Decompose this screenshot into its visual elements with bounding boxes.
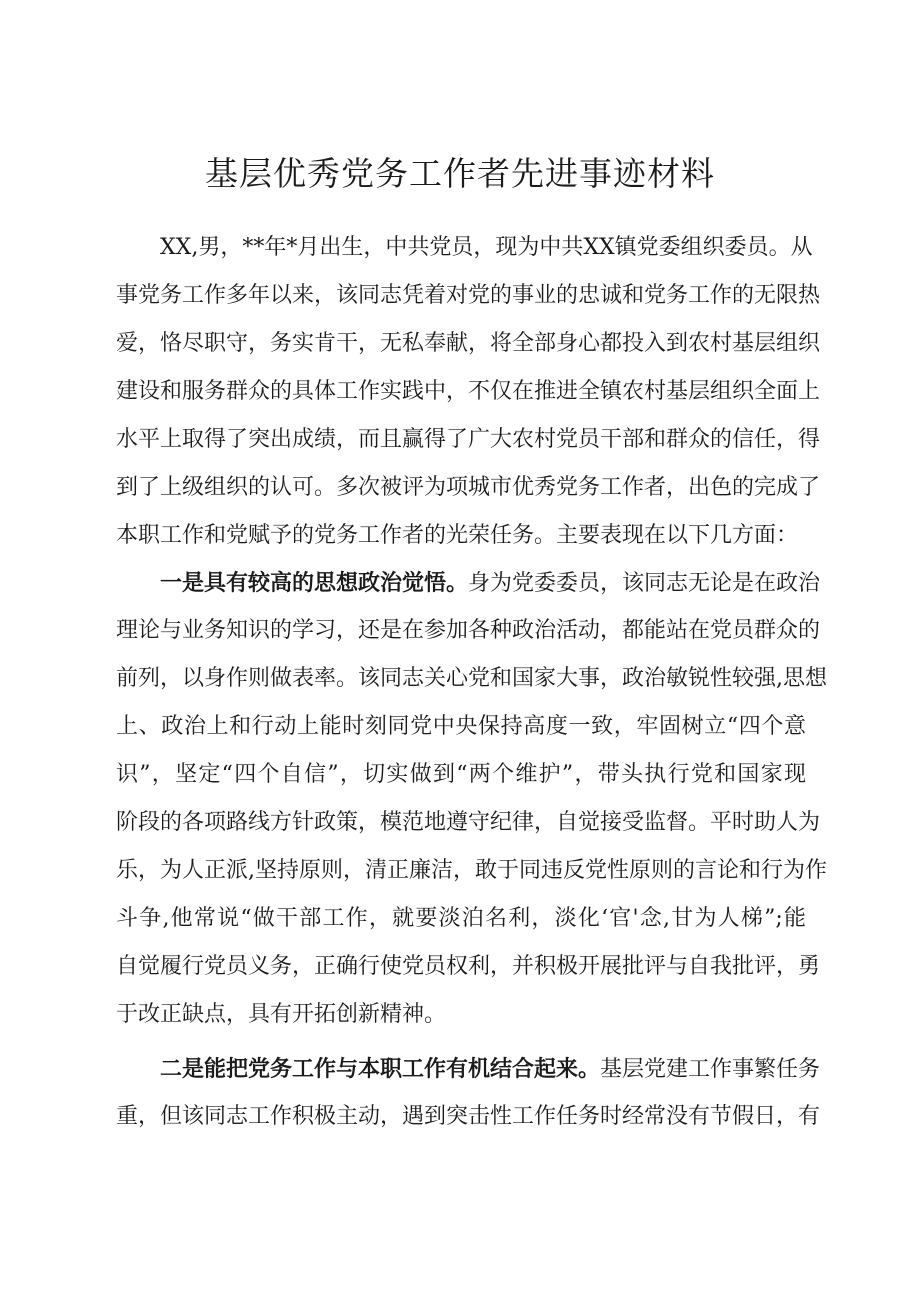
- paragraph-3-line-1: [160, 1049, 821, 1089]
- paragraph-1-line-7: 本职工作和党赋予的党务工作者的光荣任务。主要表现在以下几方面：: [116, 523, 799, 548]
- paragraph-2-line-7: 乐，为人正派,坚持原则，清正廉洁，敢于同违反党性原则的言论和行为作: [116, 858, 827, 883]
- paragraph-1-line-1: XX,男，**年*月出生，中共党员，现为中共XX镇党委组织委员。从: [160, 235, 813, 260]
- paragraph-2-line-10: 于改正缺点，具有开拓创新精神。: [116, 1002, 447, 1027]
- paragraph-3-line-2: 重，但该同志工作积极主动，遇到突击性工作任务时经常没有节假日，有: [116, 1104, 821, 1129]
- paragraph-2-line-2: 理论与业务知识的学习，还是在参加各种政治活动，都能站在党员群众的: [116, 618, 821, 643]
- paragraph-2-heading: 一是具有较高的思想政治觉悟。: [160, 570, 469, 596]
- paragraph-3-heading: 二是能把党务工作与本职工作有机结合起来。: [160, 1056, 601, 1082]
- paragraph-2-line-5: 识”，坚定“四个自信”，切实做到“两个维护”，带头执行党和国家现: [116, 762, 806, 787]
- document-title: 基层优秀党务工作者先进事迹材料: [205, 154, 715, 193]
- paragraph-2-line-8: 斗争,他常说“做干部工作，就要淡泊名利，淡化‘官'念,甘为人梯”;能: [116, 906, 806, 931]
- paragraph-3-line-1-text: 基层党建工作事繁任务: [600, 1057, 821, 1082]
- paragraph-2-line-9: 自觉履行党员义务，正确行使党员权利，并积极开展批评与自我批评，勇: [116, 954, 821, 979]
- paragraph-1-line-3: 爱，恪尽职守，务实肯干，无私奉献，将全部身心都投入到农村基层组织: [116, 331, 821, 356]
- paragraph-2-line-6: 阶段的各项路线方针政策，模范地遵守纪律，自觉接受监督。平时助人为: [116, 810, 821, 835]
- paragraph-2-line-1-text: 身为党委委员，该同志无论是在政治: [468, 571, 821, 596]
- paragraph-1-line-6: 到了上级组织的认可。多次被评为项城市优秀党务工作者，出色的完成了: [116, 475, 821, 500]
- paragraph-1-line-4: 建设和服务群众的具体工作实践中，不仅在推进全镇农村基层组织全面上: [116, 379, 821, 404]
- paragraph-2-line-3: 前列，以身作则做表率。该同志关心党和国家大事，政治敏锐性较强,思想: [116, 666, 827, 691]
- paragraph-2-line-4: 上、政治上和行动上能时刻同党中央保持高度一致，牢固树立“四个意: [116, 714, 806, 739]
- paragraph-2-line-1: [160, 563, 821, 603]
- paragraph-1-line-2: 事党务工作多年以来，该同志凭着对党的事业的忠诚和党务工作的无限热: [116, 283, 821, 308]
- paragraph-1-line-5: 水平上取得了突出成绩，而且赢得了广大农村党员干部和群众的信任，得: [116, 427, 821, 452]
